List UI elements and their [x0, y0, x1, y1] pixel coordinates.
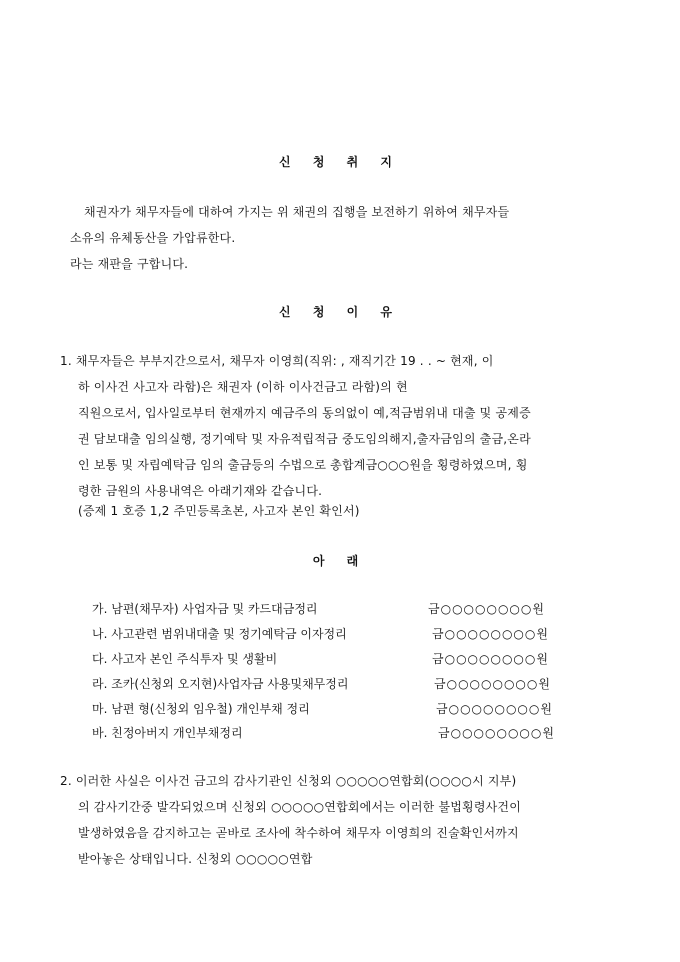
- detail-item-label: 바. 친정아버지 개인부채정리: [92, 726, 243, 740]
- detail-item-label: 라. 조카(신청외 오지현)사업자금 사용및채무정리: [92, 677, 349, 691]
- detail-item-amount: 금○○○○○○○○원: [432, 627, 549, 641]
- reason-line-5: 인 보통 및 자립예탁금 임의 출금등의 수법으로 총합계금○○○원을 횡령하였으며, 횡: [78, 458, 528, 472]
- purpose-line-2: 소유의 유체동산을 가압류한다.: [70, 231, 236, 245]
- para2-line-4: 받아놓은 상태입니다. 신청외 ○○○○○연합: [78, 852, 313, 866]
- reason-line-6: 령한 금원의 사용내역은 아래기재와 같습니다.: [78, 484, 323, 498]
- detail-item-label: 마. 남편 형(신청외 임우철) 개인부채 정리: [92, 702, 310, 716]
- detail-item-amount: 금○○○○○○○○원: [436, 702, 553, 716]
- purpose-line-1: 채권자가 채무자들에 대하여 가지는 위 채권의 집행을 보전하기 위하여 채무자들: [84, 205, 510, 219]
- reason-line-4: 권 담보대출 임의실행, 정기예탁 및 자유적립적금 중도임의해지,출자금임의 출금,온라: [78, 432, 531, 446]
- reason-heading: 신 청 이 유: [279, 305, 401, 319]
- detail-item-label: 나. 사고관련 범위내대출 및 정기예탁금 이자정리: [92, 627, 347, 641]
- para2-line-2: 의 감사기간중 발각되었으며 신청외 ○○○○○연합회에서는 이러한 불법횡령사건이: [78, 800, 521, 814]
- purpose-line-3: 라는 재판을 구합니다.: [70, 257, 189, 271]
- detail-item-label: 가. 남편(채무자) 사업자금 및 카드대금정리: [92, 602, 318, 616]
- detail-item-amount: 금○○○○○○○○원: [434, 677, 551, 691]
- evidence-line: (증제 1 호증 1,2 주민등록초본, 사고자 본인 확인서): [78, 504, 360, 518]
- para2-line-3: 발생하였음을 감지하고는 곧바로 조사에 착수하여 채무자 이영희의 진술확인서까지: [78, 826, 519, 840]
- purpose-heading: 신 청 취 지: [279, 155, 401, 169]
- para2-line-1: 2. 이러한 사실은 이사건 금고의 감사기관인 신청외 ○○○○○연합회(○○○○시 지부): [60, 774, 517, 788]
- detail-item-amount: 금○○○○○○○○원: [432, 652, 549, 666]
- detail-item-amount: 금○○○○○○○○원: [428, 602, 545, 616]
- reason-line-2: 하 이사건 사고자 라함)은 채권자 (이하 이사건금고 라함)의 현: [78, 380, 408, 394]
- reason-line-3: 직원으로서, 입사일로부터 현재까지 예금주의 동의없이 예,적금범위내 대출 및 공제증: [78, 406, 531, 420]
- detail-item-amount: 금○○○○○○○○원: [438, 726, 555, 740]
- detail-item-label: 다. 사고자 본인 주식투자 및 생활비: [92, 652, 278, 666]
- reason-line-1: 1. 채무자들은 부부지간으로서, 채무자 이영희(직위: , 재직기간 19 . . ~ 현재, 이: [60, 354, 494, 368]
- details-heading: 아 래: [312, 554, 368, 568]
